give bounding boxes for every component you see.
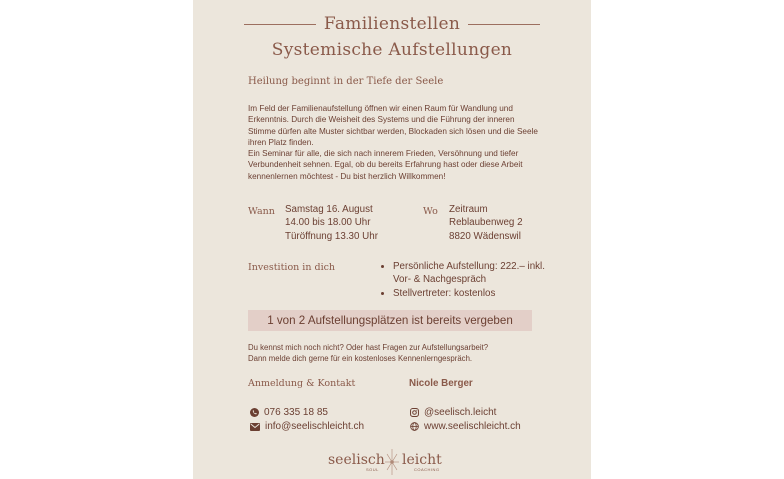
- phone-number: 076 335 18 85: [264, 407, 328, 418]
- when-details: [285, 203, 378, 243]
- title-divider-left: [244, 24, 316, 25]
- instagram-icon: [410, 408, 419, 417]
- tagline: Heilung beginnt in der Tiefe der Seele: [248, 76, 444, 87]
- question-text: [248, 342, 488, 364]
- instagram-handle: @seelisch.leicht: [424, 407, 497, 418]
- email-address: info@seelischleicht.ch: [265, 421, 365, 432]
- event-date: Samstag 16. August: [285, 204, 373, 215]
- where-label: Wo: [423, 206, 438, 217]
- website-link[interactable]: [410, 421, 521, 432]
- logo-word-1: seelisch: [328, 452, 385, 468]
- title-row: [193, 14, 591, 34]
- page-title: Familienstellen: [323, 14, 461, 34]
- brand-logo: [328, 448, 453, 476]
- phone-icon: [250, 408, 259, 417]
- contact-label: Anmeldung & Kontakt: [248, 378, 356, 389]
- doors-open: Türöffnung 13.30 Uhr: [285, 230, 378, 242]
- venue-city: 8820 Wädenswil: [449, 230, 521, 242]
- question-line-1: Du kennst mich noch nicht? Oder hast Fragen zur Aufstellungsarbeit?: [248, 343, 489, 352]
- phone-link[interactable]: [250, 407, 328, 418]
- price-list: [383, 260, 553, 300]
- mail-icon: [250, 423, 260, 431]
- contact-name: Nicole Berger: [409, 378, 473, 389]
- venue-street: Reblaubenweg 2: [449, 217, 523, 229]
- logo-small-1: SOUL: [366, 467, 379, 472]
- flyer: [193, 0, 591, 479]
- instagram-link[interactable]: [410, 407, 496, 418]
- when-label: Wann: [248, 206, 275, 217]
- website-url: www.seelischleicht.ch: [424, 421, 521, 432]
- page-subtitle-title: Systemische Aufstellungen: [271, 40, 513, 60]
- email-link[interactable]: [250, 421, 364, 432]
- price-item: • Stellvertreter: kostenlos: [393, 287, 553, 300]
- investment-label: Investition in dich: [248, 262, 336, 273]
- where-details: [449, 203, 523, 243]
- event-time: 14.00 bis 18.00 Uhr: [285, 217, 371, 229]
- venue-name: Zeitraum: [449, 204, 488, 215]
- intro-text: [248, 103, 543, 182]
- logo-word-2: leicht: [402, 452, 442, 468]
- sunburst-icon: [384, 448, 400, 476]
- globe-icon: [410, 422, 419, 431]
- title-divider-right: [468, 24, 540, 25]
- intro-paragraph-1: Im Feld der Familienaufstellung öffnen wir einen Raum für Wandlung und Erkenntnis. Durch die Weisheit des Systems und die Führung der inneren Stimme dürfen alte Muster sichtbar werden, Blockaden sich lösen und die Seele ihren Platz finden.: [248, 104, 538, 147]
- question-line-2: Dann melde dich gerne für ein kostenloses Kennenlerngespräch.: [248, 354, 473, 363]
- intro-paragraph-2: Ein Seminar für alle, die sich nach innerem Frieden, Versöhnung und tiefer Verbundenheit sehnen. Egal, ob du bereits Erfahrung hast oder diese Arbeit kennenlernen möchtest - Du bist herzlich Willkommen!: [248, 149, 523, 181]
- price-item: • Persönliche Aufstellung: 222.– inkl. Vor- & Nachgespräch: [393, 260, 553, 287]
- availability-banner: 1 von 2 Aufstellungsplätzen ist bereits vergeben: [248, 310, 532, 331]
- logo-small-2: COACHING: [414, 467, 440, 472]
